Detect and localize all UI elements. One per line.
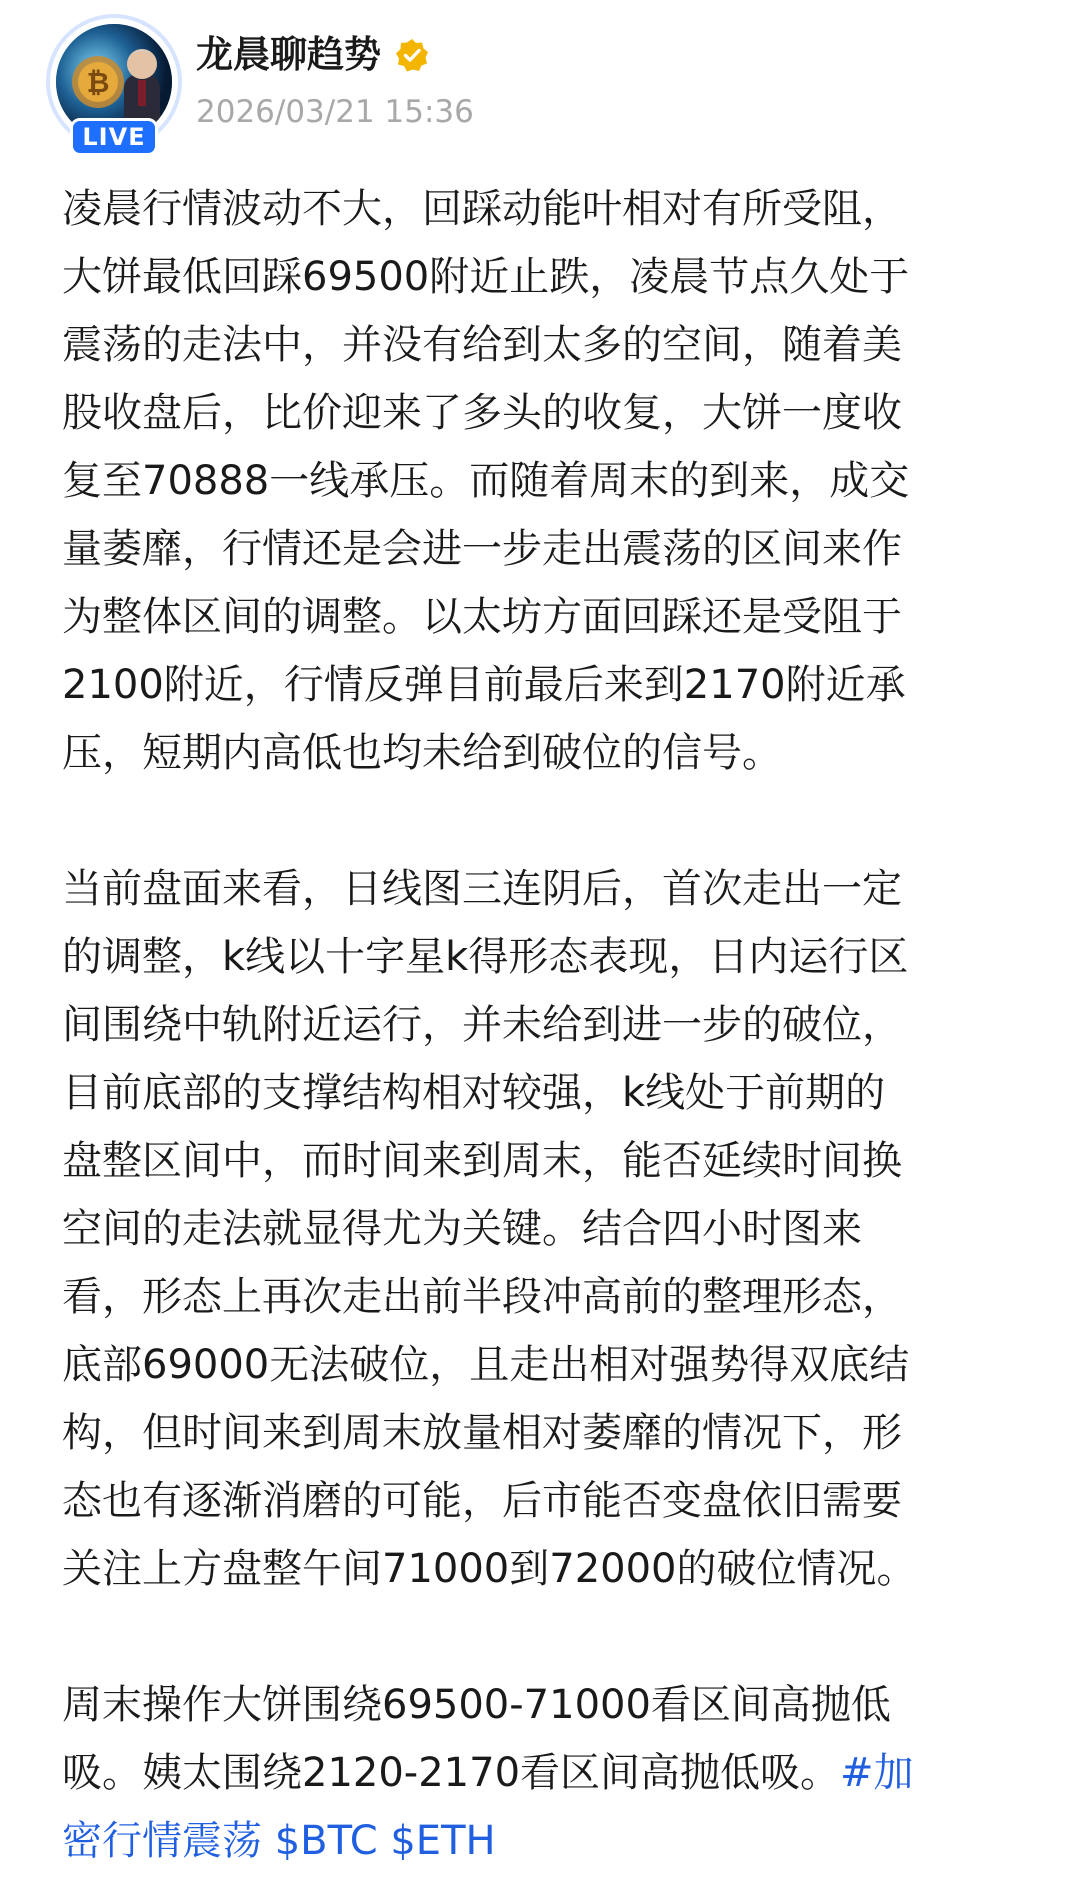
post-body [62,175,1022,1875]
hashtag-crypto-volatility[interactable]: #加 密行情震荡 [62,1750,914,1864]
verified-badge-icon [395,38,429,72]
post-paragraph-3-text: 周末操作大饼围绕69500-71000看区间高抛低 吸。姨太围绕2120-2170看区间高抛低吸。 [62,1682,891,1796]
post-paragraph-3 [62,1671,1022,1875]
svg-text:₿: ₿ [86,66,110,99]
author-name[interactable]: 龙晨聊趋势 [196,33,381,76]
post-paragraph-2: 当前盘面来看，日线图三连阴后，首次走出一定 的调整，k线以十字星k得形态表现，日内运行区 间围绕中轨附近运行，并未给到进一步的破位， 目前底部的支撑结构相对较强，k线处于前期的 盘整区间中，而时间来到周末，能否延续时间换 空间的走法就显得尤为关键。结合四小时图来 看，形态上再次走出前半段冲高前的整理形态， 底部69000无法破位，且走出相对强势得双底结 构，但时间来到周末放量相对萎靡的情况下，形 态也有逐渐消磨的可能，后市能否变盘依旧需要 关注上方盘整午间71000到72000的破位情况。 [62,866,917,1592]
live-badge[interactable]: LIVE [70,118,158,156]
post-timestamp: 2026/03/21 15:36 [196,94,474,130]
cashtag-btc[interactable]: $BTC [274,1818,378,1864]
author-avatar-container[interactable] [46,14,182,150]
post-header [0,0,1080,170]
author-name-row [196,30,429,80]
cashtag-eth[interactable]: $ETH [390,1818,496,1864]
post-paragraph-1: 凌晨行情波动不大，回踩动能叶相对有所受阻， 大饼最低回踩69500附近止跌，凌晨节点久处于 震荡的走法中，并没有给到太多的空间，随着美 股收盘后，比价迎来了多头的收复，大饼一度收 复至70888一线承压。而随着周末的到来，成交 量萎靡，行情还是会进一步走出震荡的区间来作 为整体区间的调整。以太坊方面回踩还是受阻于 2100附近，行情反弹目前最后来到2170附近承 压，短期内高低也均未给到破位的信号。 [62,186,910,776]
